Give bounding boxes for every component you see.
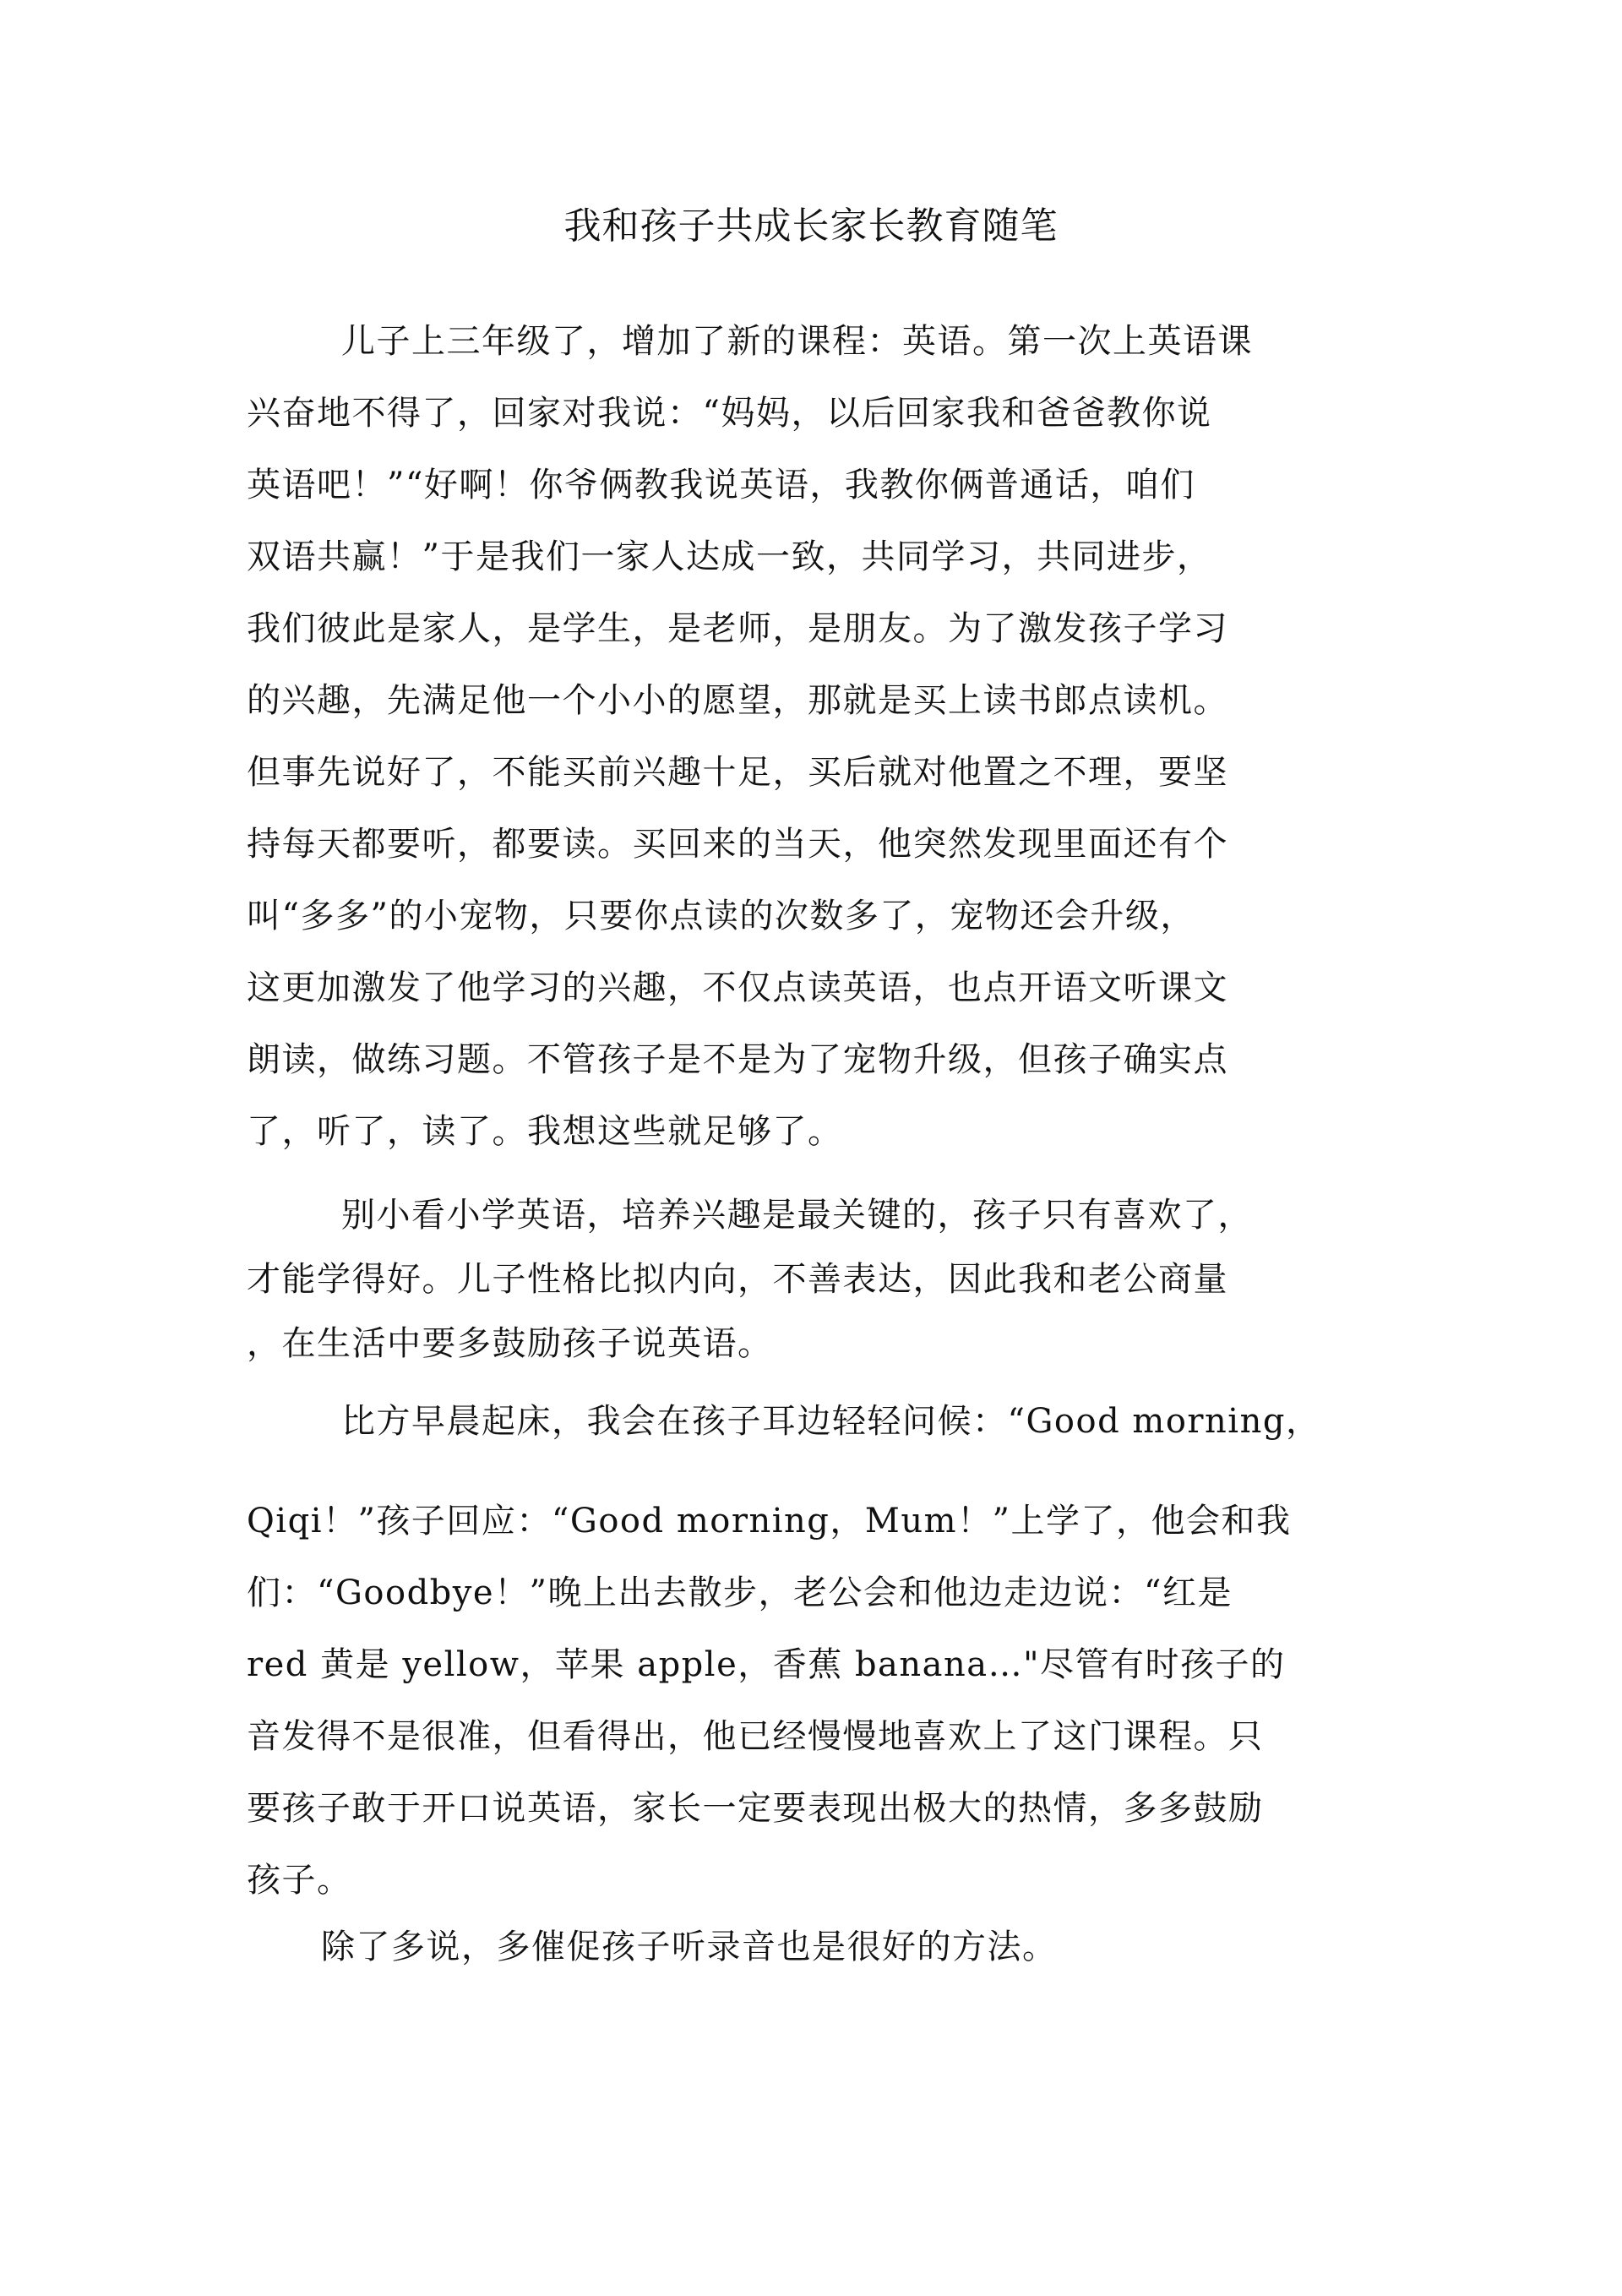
paragraph-line: red 黄是 yellow，苹果 apple，香蕉 banana…"尽管有时孩子的 [247,1645,1286,1684]
paragraph-line: 兴奋地不得了，回家对我说：“妈妈，以后回家我和爸爸教你说 [247,394,1212,433]
paragraph-1 [247,306,1379,1168]
paragraph-line: 了，听了，读了。我想这些就足够了。 [247,1112,843,1151]
document-title: 我和孩子共成长家长教育随笔 [563,205,1059,248]
paragraph-line: ，在生活中要多鼓励孩子说英语。 [247,1324,773,1363]
paragraph-2 [247,1183,1379,1376]
paragraph-line: 要孩子敢于开口说英语，家长一定要表现出极大的热情，多多鼓励 [247,1789,1264,1828]
paragraph-line: 们：“Goodbye！”晚上出去散步，老公会和他边走边说：“红是 [247,1573,1233,1612]
paragraph-line: 持每天都要听，都要读。买回来的当天，他突然发现里面还有个 [247,825,1228,864]
paragraph-line: 我们彼此是家人，是学生，是老师，是朋友。为了激发孩子学习 [247,609,1228,648]
paragraph-line: Qiqi！”孩子回应：“Good morning，Mum！”上学了，他会和我 [247,1502,1292,1541]
paragraph-line: 双语共赢！”于是我们一家人达成一致，共同学习，共同进步， [247,537,1212,576]
paragraph-line: 除了多说，多催促孩子听录音也是很好的方法。 [321,1928,1058,1966]
paragraph-line: 儿子上三年级了，增加了新的课程：英语。第一次上英语课 [341,322,1253,361]
paragraph-line: 这更加激发了他学习的兴趣，不仅点读英语，也点开语文听课文 [247,968,1228,1007]
paragraph-line: 的兴趣，先满足他一个小小的愿望，那就是买上读书郎点读机。 [247,681,1228,720]
paragraph-3-opening [247,1386,1379,1458]
paragraph-line: 别小看小学英语，培养兴趣是最关键的，孩子只有喜欢了， [341,1196,1253,1235]
paragraph-line: 朗读，做练习题。不管孩子是不是为了宠物升级，但孩子确实点 [247,1040,1228,1079]
paragraph-line: 但事先说好了，不能买前兴趣十足，买后就对他置之不理，要坚 [247,753,1228,792]
paragraph-line: 比方早晨起床，我会在孩子耳边轻轻问候：“Good morning， [341,1402,1321,1441]
paragraph-line: 英语吧！”“好啊！你爷俩教我说英语，我教你俩普通话，咱们 [247,466,1195,504]
paragraph-4 [247,1912,1379,1983]
paragraph-line: 叫“多多”的小宠物，只要你点读的次数多了，宠物还会升级， [247,897,1195,935]
paragraph-line: 音发得不是很准，但看得出，他已经慢慢地喜欢上了这门课程。只 [247,1717,1264,1756]
paragraph-line: 孩子。 [247,1861,352,1900]
paragraph-3 [247,1486,1379,1917]
paragraph-line: 才能学得好。儿子性格比拟内向，不善表达，因此我和老公商量 [247,1260,1228,1299]
